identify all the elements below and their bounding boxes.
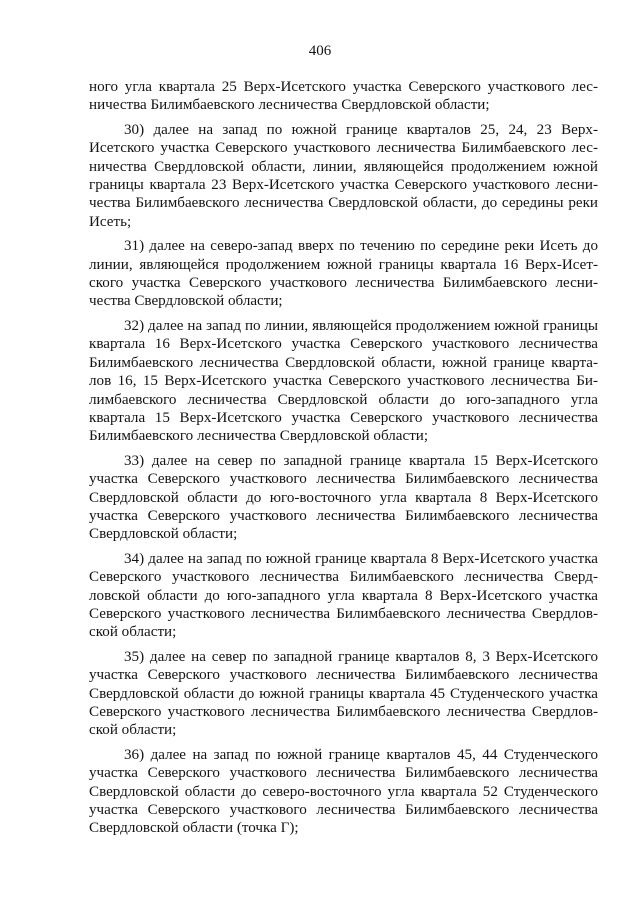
paragraph-item-31: 31) далее на северо-запад вверх по течению по середине реки Исеть до линии, являющейся продолжением южной границы квартала 16 Верх-Исетского участка Северского участкового лесничества Билимбаевского лесничества Свердловской области; bbox=[89, 238, 598, 310]
paragraph-item-34: 34) далее на запад по южной границе квартала 8 Верх-Исетского участка Северского участкового лесничества Билимбаевского лесничества Свердловской области до юго-западного угла квартала 8 Верх-Исетского участка Северского участкового лесничества Билимбаевского лесничества Свердловской области; bbox=[89, 550, 598, 641]
paragraph-item-36: 36) далее на запад по южной границе кварталов 45, 44 Студенческого участка Северского участкового лесничества Билимбаевского лесничества Свердловской области до северо-восточного угла квартала 52 Студенческого участка Северского участкового лесничества Билимбаевского лесничества Свердловской области (точка Г); bbox=[89, 746, 598, 837]
paragraph-item-33: 33) далее на север по западной границе квартала 15 Верх-Исетского участка Северского участкового лесничества Билимбаевского лесничества Свердловской области до юго-восточного угла квартала 8 Верх-Исетского участка Северского участкового лесничества Билимбаевского лесничества Свердловской области; bbox=[89, 452, 598, 543]
document-body bbox=[89, 78, 598, 838]
paragraph-continuation: ного угла квартала 25 Верх-Исетского участка Северского участкового лесничества Билимбаевского лесничества Свердловской области; bbox=[89, 79, 598, 114]
paragraph-item-35: 35) далее на север по западной границе кварталов 8, 3 Верх-Исетского участка Северского участкового лесничества Билимбаевского лесничества Свердловской области до южной границы квартала 45 Студенческого участка Северского участкового лесничества Билимбаевского лесничества Свердловской области; bbox=[89, 648, 598, 739]
paragraph-item-30: 30) далее на запад по южной границе кварталов 25, 24, 23 Верх-Исетского участка Северского участкового лесничества Билимбаевского лесничества Свердловской области, линии, являющейся продолжением южной границы квартала 23 Верх-Исетского участка Северского участкового лесничества Билимбаевского лесничества Свердловской области, до середины реки Исеть; bbox=[89, 121, 598, 230]
paragraph-item-32: 32) далее на запад по линии, являющейся продолжением южной границы квартала 16 Верх-Исетского участка Северского участкового лесничества Билимбаевского лесничества Свердловской области, южной границе кварталов 16, 15 Верх-Исетского участка Северского участкового лесничества Билимбаевского лесничества Свердловской области до юго-западного угла квартала 15 Верх-Исетского участка Северского участкового лесничества Билимбаевского лесничества Свердловской области; bbox=[89, 317, 598, 445]
page-number: 406 bbox=[308, 43, 332, 59]
